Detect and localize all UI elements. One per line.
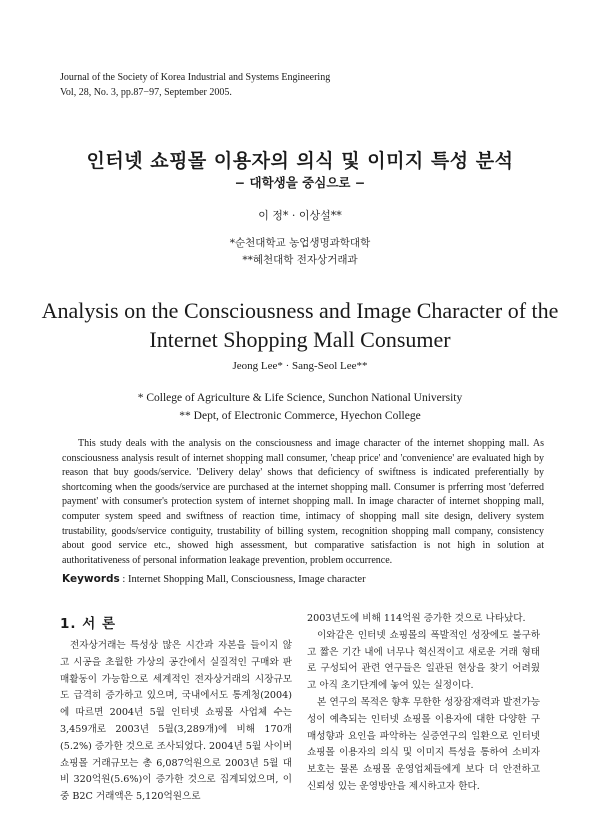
english-affiliation-1: * College of Agriculture & Life Science, Sunchon National University	[137, 392, 463, 404]
english-title-line-1: Analysis on the Consciousness and Image Character of the	[41, 298, 559, 323]
journal-citation	[60, 70, 330, 100]
right-column	[307, 611, 540, 796]
korean-subtitle: − 대학생을 중심으로 −	[234, 175, 366, 190]
english-affiliations	[0, 389, 600, 425]
korean-affiliations	[0, 235, 600, 269]
journal-name: Journal of the Society of Korea Industrial and Systems Engineering	[60, 72, 331, 83]
english-authors: Jeong Lee* · Sang-Seol Lee**	[232, 360, 368, 372]
english-title-line-2: Internet Shopping Mall Consumer	[149, 327, 451, 352]
english-affiliation-2: ** Dept, of Electronic Commerce, Hyechon College	[179, 410, 421, 422]
korean-affiliation-2: **혜천대학 전자상거래과	[242, 254, 358, 266]
right-column-continuation: 2003년도에 비해 114억원 증가한 것으로 나타났다.	[307, 613, 526, 624]
journal-volume: Vol, 28, No. 3, pp.87−97, September 2005.	[60, 87, 232, 98]
korean-title: 인터넷 쇼핑몰 이용자의 의식 및 이미지 특성 분석	[86, 150, 514, 172]
english-title	[0, 296, 600, 354]
keywords-label: Keywords	[62, 573, 120, 585]
korean-affiliation-1: *순천대학교 농업생명과학대학	[229, 237, 371, 249]
right-column-paragraph-1: 이와같은 인터넷 쇼핑몰의 폭발적인 성장에도 불구하고 짧은 기간 내에 너무나 혁신적이고 새로운 거래 형태로 구성되어 관련 연구들은 일관된 현상을 찾기 어려웠고 아직 초기단계에 놓여 있는 실정이다.	[307, 629, 540, 692]
keywords-list: : Internet Shopping Mall, Consciousness, Image character	[119, 574, 366, 585]
right-column-paragraph-2: 본 연구의 목적은 향후 무한한 성장잠재력과 발전가능성이 예측되는 인터넷 쇼핑몰 이용자에 대한 다양한 구매성향과 요인을 파악하는 실증연구의 일환으로 인터넷 쇼핑몰 이용자의 의식 및 이미지 특성을 통하여 소비자 보호는 물론 쇼핑몰 운영업체들에게 보다 더 안전하고 신뢰성 있는 운영방안을 제시하고자 한다.	[307, 696, 540, 792]
left-column-paragraph: 전자상거래는 특성상 많은 시간과 자본을 들이지 않고 시공을 초월한 가상의 공간에서 실질적인 구매와 판매활동이 가능함으로 세계적인 전자상거래의 시장규모도 급격히 증가하고 있으며, 국내에서도 통계청(2004)에 따르면 2004년 5월 인터넷 쇼핑몰 사업체 수는 3,459개로 2003년 5월(3,289개)에 비해 170개(5.2%) 증가한 것으로 조사되었다. 2004년 5월 사이버쇼핑몰 거래규모는 총 6,087억원으로 2003년 5월 대비 320억원(5.6%)이 증가한 것으로 집계되었으며, 이중 B2C 거래액은 5,120억원으로	[60, 640, 293, 803]
keywords	[62, 573, 366, 585]
abstract: This study deals with the analysis on the consciousness and image character of the internet shopping mall. As consciousness analysis result of internet shopping mall consumer, 'cheap price' and 'convenience' are evaluated high by reason that buy goods/service. 'Delivery delay' shows that deficiency of swiftness is indicated preferentially by shortcoming when the goods/service are purchased at the internet shopping mall. Consumer is prferring most 'deferred payment' with consumer's protection system of internet shopping mall. In image character of internet shopping mall, computer system speed and swiftness of reaction time, intimacy of shopping mall site design, delivery system trustability, goods/service contiguity, trustability of billing system, recognition shopping mall company, consistency about good service etc., showed high assessment, but comparative satisfaction is not high in solution at authoritativeness of personal information leakage prevention, problem occurrence.	[62, 438, 544, 566]
korean-authors: 이 정* · 이상설**	[258, 209, 342, 222]
section-heading: 1. 서 론	[60, 616, 117, 632]
